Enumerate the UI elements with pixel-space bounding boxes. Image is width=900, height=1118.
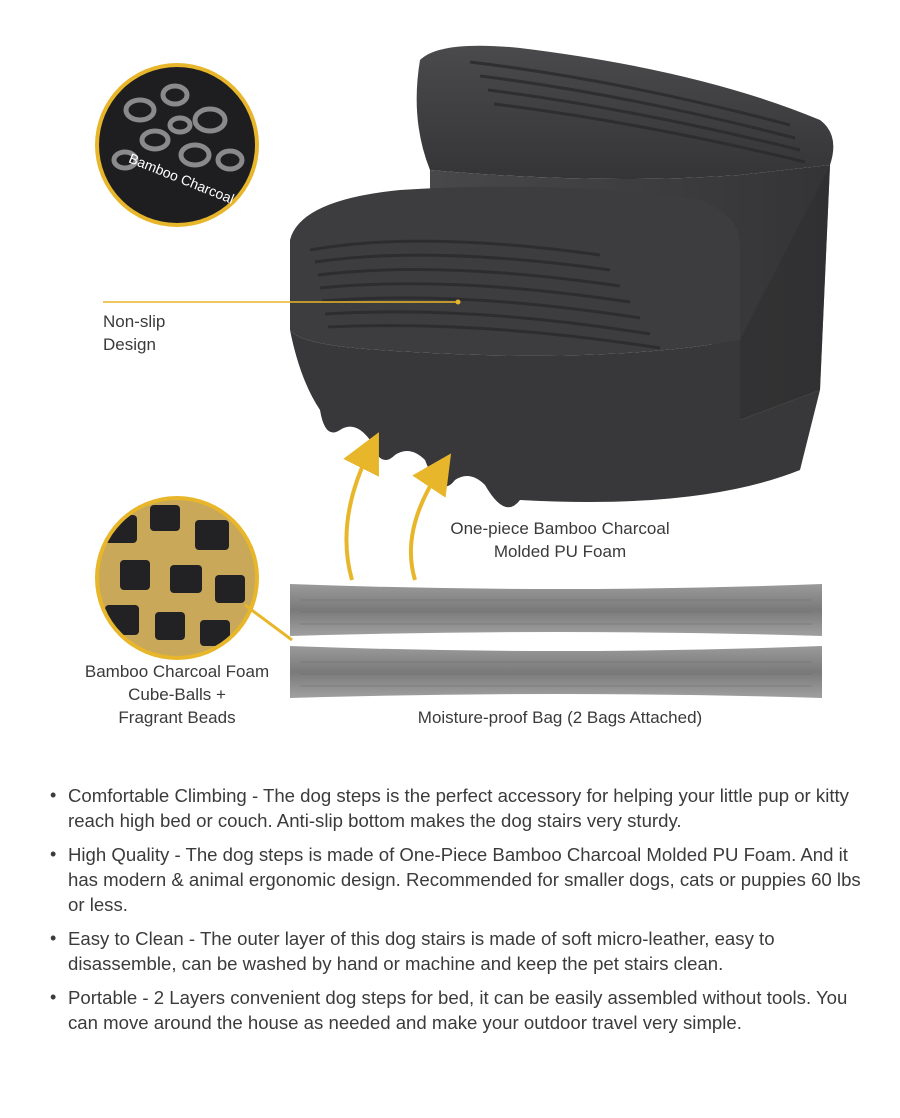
cube-balls-line-1: Bamboo Charcoal Foam: [84, 662, 270, 681]
bullet-icon: •: [50, 844, 57, 864]
feature-item-easy-to-clean: [50, 926, 880, 976]
bamboo-charcoal-closeup: [90, 60, 270, 240]
feature-list: [50, 783, 880, 1044]
cube-balls-line-3: Fragrant Beads: [118, 708, 236, 727]
bamboo-charcoal-badge-text: Bamboo Charcoal: [126, 149, 237, 207]
bag-line: Moisture-proof Bag (2 Bags Attached): [417, 708, 703, 727]
foam-label: [380, 517, 740, 563]
cube-balls-line-2: Cube-Balls +: [128, 685, 226, 704]
feature-item-high-quality: [50, 842, 880, 917]
bullet-icon: •: [50, 928, 57, 948]
bullet-icon: •: [50, 785, 57, 805]
bullet-icon: •: [50, 987, 57, 1007]
leader-dot: [456, 300, 461, 305]
non-slip-label: [103, 310, 165, 356]
feature-text: High Quality - The dog steps is made of One-Piece Bamboo Charcoal Molded PU Foam. And it has modern & animal ergonomic design. Recommended for smaller dogs, cats or puppies 60 lbs or less.: [68, 844, 861, 915]
feature-text: Portable - 2 Layers convenient dog steps for bed, it can be easily assembled without tools. You can move around the house as needed and make your outdoor travel very simple.: [68, 987, 848, 1033]
foam-line-2: Molded PU Foam: [493, 542, 627, 561]
cube-balls-label: [62, 660, 292, 729]
non-slip-line-1: Non-slip: [103, 312, 166, 331]
pet-stairs-image: [290, 46, 833, 508]
foam-line-1: One-piece Bamboo Charcoal: [450, 519, 670, 538]
bag-label: [380, 706, 740, 729]
non-slip-line-2: Design: [103, 335, 156, 354]
moisture-proof-bags: [290, 584, 822, 698]
feature-text: Comfortable Climbing - The dog steps is the perfect accessory for helping your little pup or kitty reach high bed or couch. Anti-slip bottom makes the dog stairs very sturdy.: [68, 785, 849, 831]
feature-item-comfortable-climbing: [50, 783, 880, 833]
feature-item-portable: [50, 985, 880, 1035]
curved-arrow-left: [346, 450, 370, 580]
feature-text: Easy to Clean - The outer layer of this dog stairs is made of soft micro-leather, easy to disassemble, can be washed by hand or machine and keep the pet stairs clean.: [68, 928, 775, 974]
cube-balls-pointer: [245, 605, 292, 640]
cube-balls-closeup: [90, 495, 292, 665]
